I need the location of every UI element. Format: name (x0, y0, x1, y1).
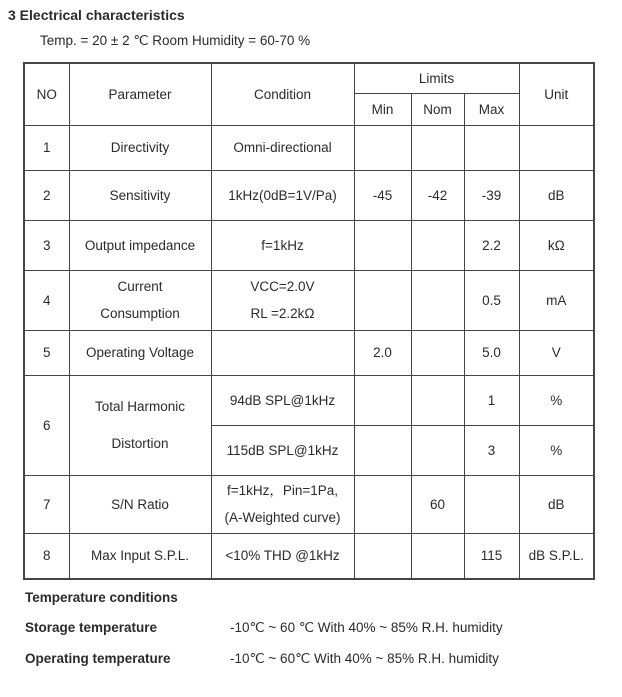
cell-condition-line1: VCC=2.0V (250, 279, 315, 294)
cell-min (354, 425, 411, 475)
cell-min (354, 270, 411, 330)
section-title: 3 Electrical characteristics (8, 7, 185, 23)
cell-nom (411, 425, 464, 475)
datasheet-page (0, 7, 622, 667)
table-header-row-1 (24, 63, 594, 93)
cell-nom (411, 220, 464, 270)
header-limits: Limits (354, 63, 519, 93)
cell-condition: f=1kHz (211, 220, 354, 270)
cell-nom: 60 (411, 475, 464, 533)
cell-min (354, 533, 411, 579)
table-row (24, 330, 594, 375)
cell-no: 8 (24, 533, 69, 579)
cell-nom (411, 330, 464, 375)
storage-temperature-label: Storage temperature (25, 620, 158, 635)
cell-nom (411, 375, 464, 425)
cell-parameter: S/N Ratio (69, 475, 211, 533)
cell-parameter-line1: Current (117, 279, 163, 294)
cell-parameter-line1: Total Harmonic (94, 399, 186, 414)
cell-unit: mA (519, 270, 594, 330)
cell-unit: dB S.P.L. (519, 533, 594, 579)
cell-unit: dB (519, 170, 594, 220)
cell-no: 4 (24, 270, 69, 330)
cell-condition: 115dB SPL@1kHz (211, 425, 354, 475)
table-row (24, 220, 594, 270)
cell-min (354, 220, 411, 270)
cell-no: 1 (24, 125, 69, 170)
operating-temperature-row (25, 651, 622, 667)
header-min: Min (354, 93, 411, 125)
cell-unit (519, 125, 594, 170)
header-max: Max (464, 93, 519, 125)
cell-no: 3 (24, 220, 69, 270)
cell-condition (211, 270, 354, 330)
cell-min (354, 375, 411, 425)
cell-min (354, 125, 411, 170)
cell-unit: % (519, 375, 594, 425)
cell-no: 6 (24, 375, 69, 475)
cell-condition: 94dB SPL@1kHz (211, 375, 354, 425)
cell-max: 5.0 (464, 330, 519, 375)
cell-unit: dB (519, 475, 594, 533)
cell-parameter: Max Input S.P.L. (69, 533, 211, 579)
cell-parameter: Output impedance (69, 220, 211, 270)
cell-condition-line1: f=1kHz，Pin=1Pa, (226, 483, 339, 498)
cell-max: 3 (464, 425, 519, 475)
table-row (24, 475, 594, 533)
cell-max: 2.2 (464, 220, 519, 270)
cell-max (464, 475, 519, 533)
header-parameter: Parameter (69, 63, 211, 125)
cell-no: 7 (24, 475, 69, 533)
cell-condition: <10% THD @1kHz (211, 533, 354, 579)
cell-condition-line2: (A-Weighted curve) (224, 510, 341, 525)
header-nom: Nom (411, 93, 464, 125)
cell-no: 5 (24, 330, 69, 375)
table-row (24, 375, 594, 425)
header-condition: Condition (211, 63, 354, 125)
test-conditions-text: Temp. = 20 ± 2 ℃ Room Humidity = 60-70 % (40, 33, 311, 48)
cell-max: 115 (464, 533, 519, 579)
cell-nom (411, 125, 464, 170)
cell-max: -39 (464, 170, 519, 220)
header-no: NO (24, 63, 69, 125)
cell-unit: V (519, 330, 594, 375)
cell-max: 1 (464, 375, 519, 425)
cell-unit: % (519, 425, 594, 475)
cell-parameter: Sensitivity (69, 170, 211, 220)
cell-unit: kΩ (519, 220, 594, 270)
table-row (24, 170, 594, 220)
cell-condition: Omni-directional (211, 125, 354, 170)
cell-condition (211, 475, 354, 533)
cell-max (464, 125, 519, 170)
cell-condition: 1kHz(0dB=1V/Pa) (211, 170, 354, 220)
operating-temperature-value: -10℃ ~ 60℃ With 40% ~ 85% R.H. humidity (230, 651, 499, 666)
cell-nom (411, 533, 464, 579)
cell-condition (211, 330, 354, 375)
storage-temperature-value: -10℃ ~ 60 ℃ With 40% ~ 85% R.H. humidity (230, 620, 503, 635)
cell-parameter: Operating Voltage (69, 330, 211, 375)
temperature-conditions-heading: Temperature conditions (25, 590, 178, 605)
table-row (24, 125, 594, 170)
cell-parameter (69, 270, 211, 330)
cell-parameter-line2: Consumption (100, 306, 180, 321)
cell-min (354, 475, 411, 533)
cell-max: 0.5 (464, 270, 519, 330)
cell-parameter: Directivity (69, 125, 211, 170)
operating-temperature-label: Operating temperature (25, 651, 171, 666)
cell-min: 2.0 (354, 330, 411, 375)
cell-nom: -42 (411, 170, 464, 220)
table-row (24, 270, 594, 330)
cell-nom (411, 270, 464, 330)
storage-temperature-row (25, 620, 622, 636)
table-row (24, 533, 594, 579)
header-unit: Unit (519, 63, 594, 125)
electrical-characteristics-table (23, 62, 595, 580)
cell-parameter (69, 375, 211, 475)
cell-min: -45 (354, 170, 411, 220)
cell-parameter-line2: Distortion (111, 436, 169, 451)
cell-no: 2 (24, 170, 69, 220)
cell-condition-line2: RL =2.2kΩ (250, 306, 315, 321)
